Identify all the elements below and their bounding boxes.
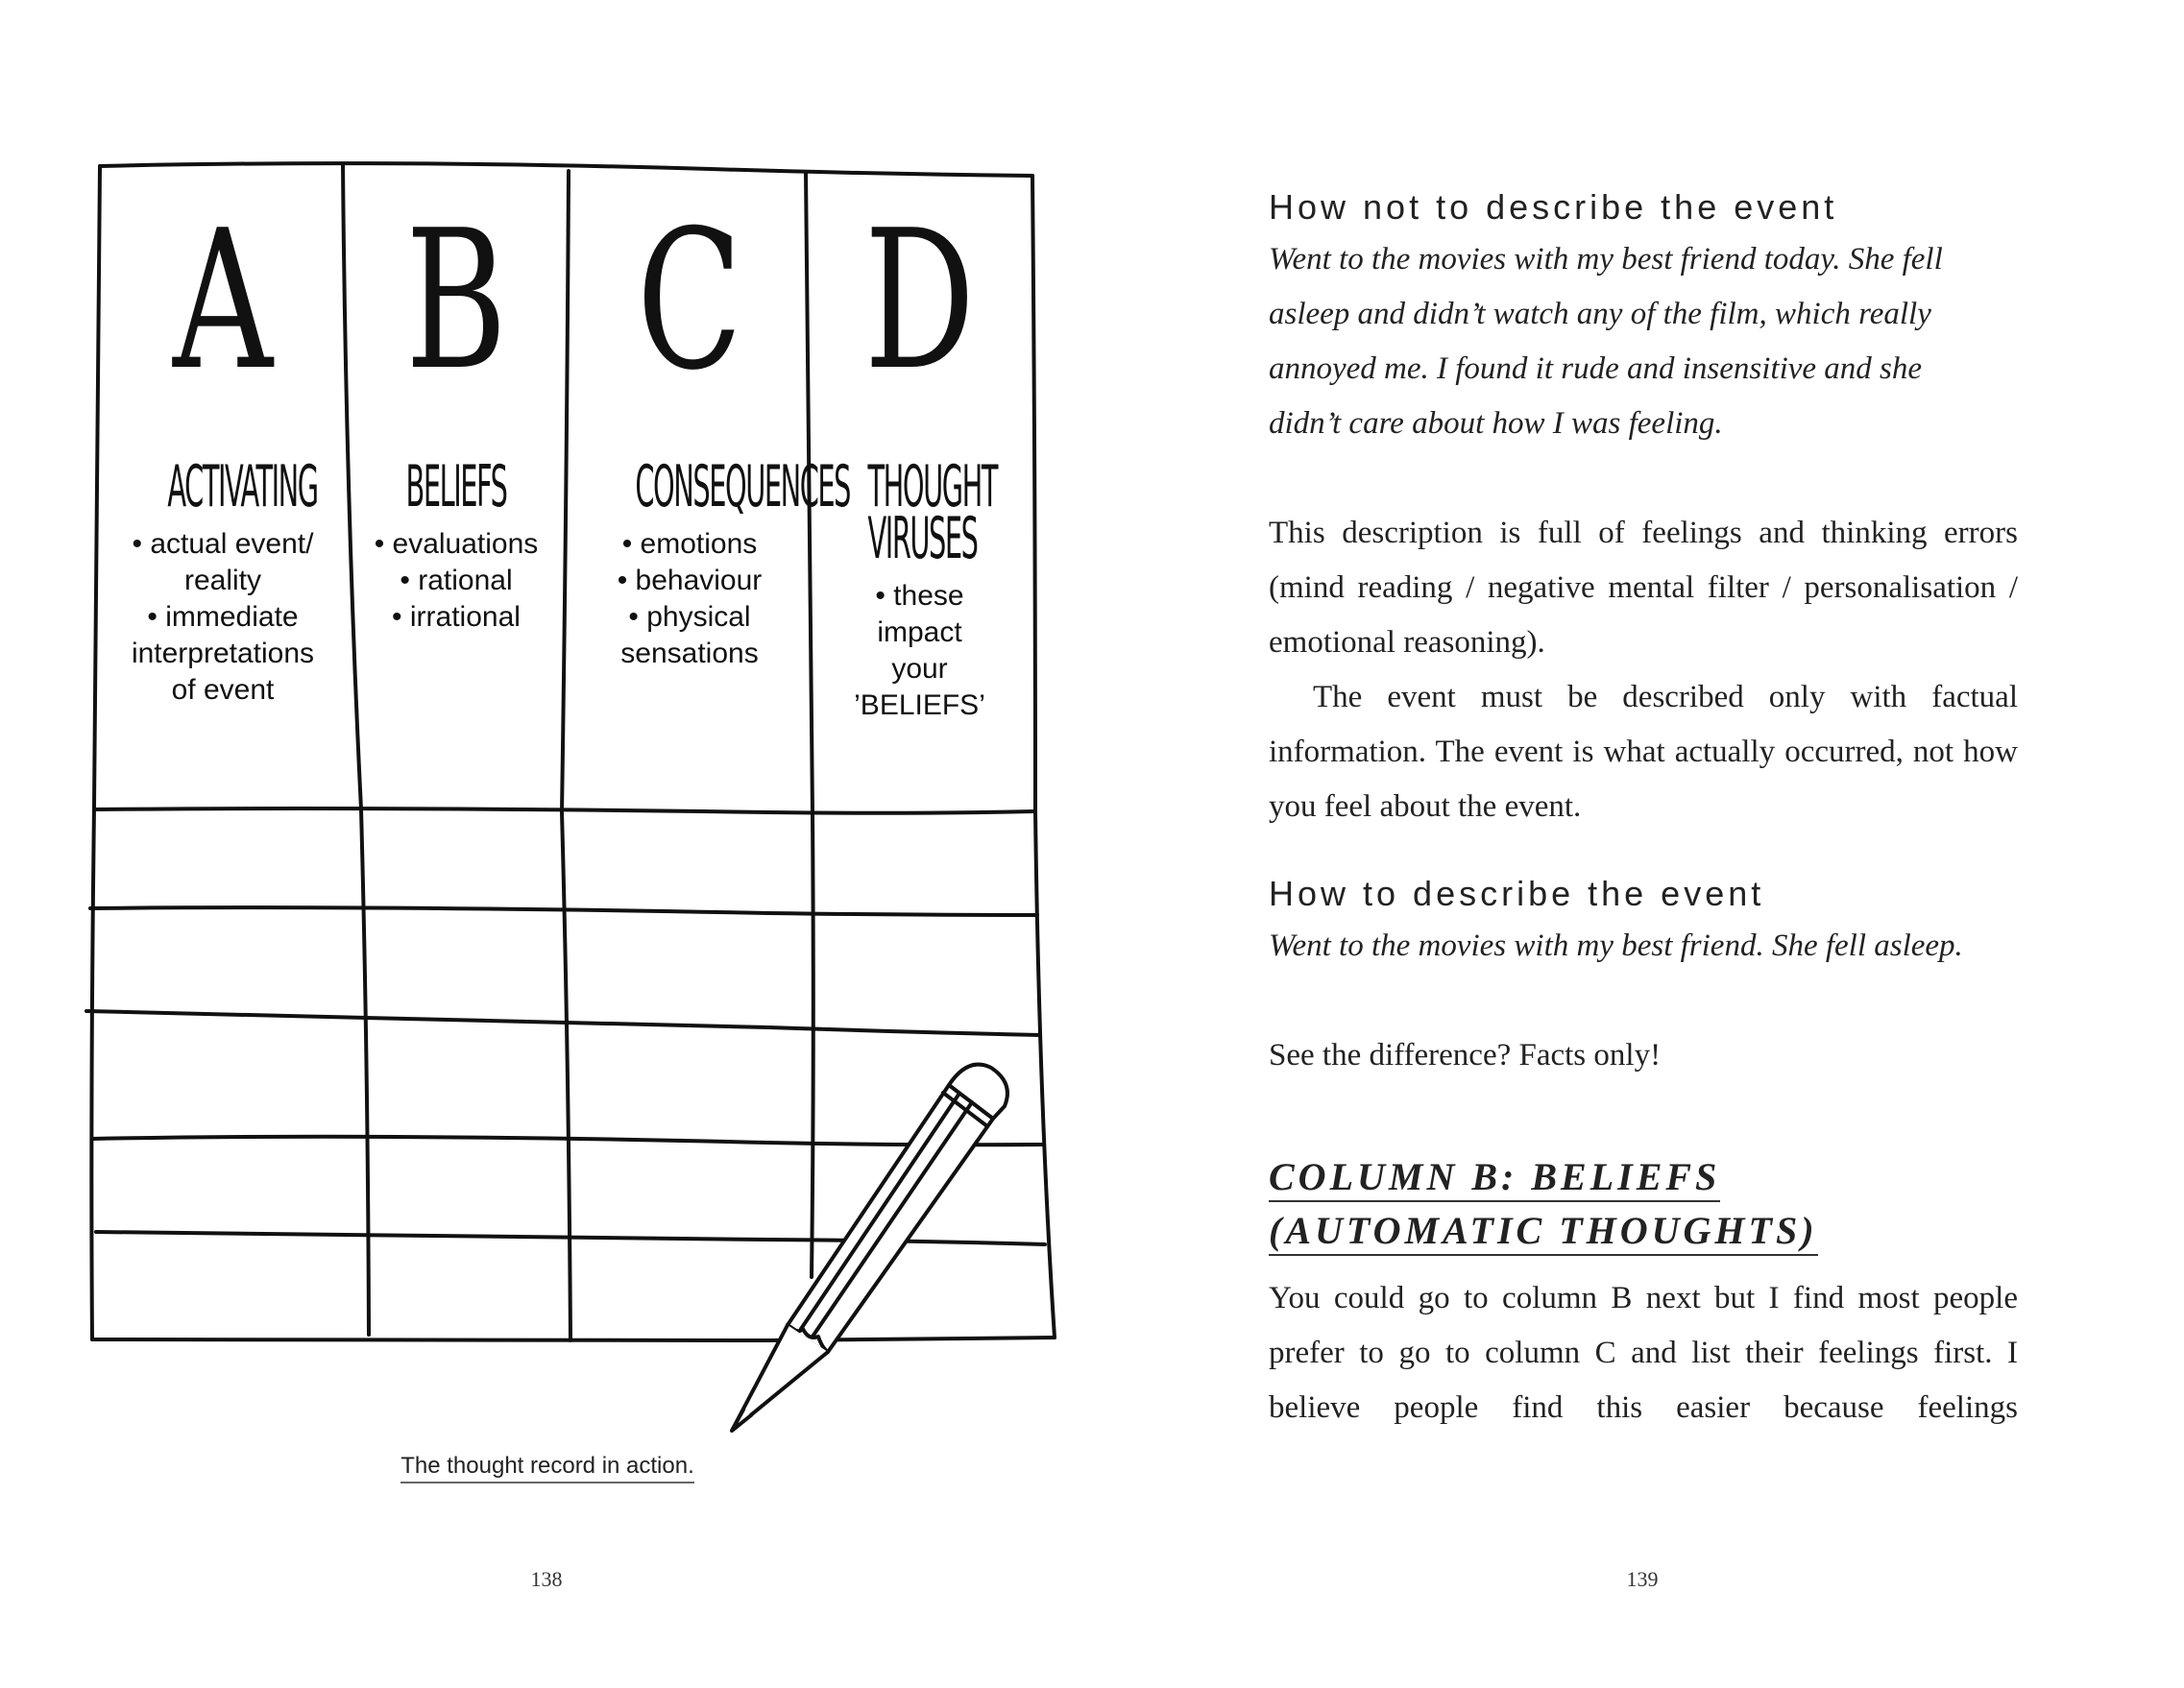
section-heading-line2: (AUTOMATIC THOUGHTS): [1269, 1209, 1818, 1256]
thought-record-illustration: [0, 0, 1092, 1536]
bullet-text: • immediate: [147, 601, 299, 633]
column-b-bullets: [351, 526, 562, 636]
column-b-letter: B: [405, 189, 507, 413]
column-c-bullets: [576, 526, 803, 672]
example-good: Went to the movies with my best friend. She fell asleep.: [1269, 928, 1963, 963]
bullet-text: • these: [875, 580, 964, 612]
bullet-text: interpretations: [131, 638, 315, 669]
column-b-content: [351, 453, 562, 636]
bullet-text: • emotions: [621, 528, 758, 560]
bullet-text: sensations: [620, 638, 759, 669]
column-c-content: [576, 453, 850, 672]
example-bad-line: asleep and didn’t watch any of the film, which really: [1269, 297, 1931, 331]
column-d-heading-line1: THOUGHT: [867, 453, 997, 520]
column-b-heading: BELIEFS: [405, 453, 507, 520]
bullet-text: impact: [877, 616, 962, 648]
column-c-heading: CONSEQUENCES: [635, 453, 850, 520]
bullet-text: • actual event/: [132, 528, 314, 560]
figure-caption: [389, 1453, 706, 1480]
column-a-content: [108, 453, 338, 709]
spacer: [1269, 834, 2018, 869]
example-bad-line: annoyed me. I found it rude and insensitive and she: [1269, 351, 1923, 386]
grid-bottom-edge: [92, 1338, 1055, 1340]
bullet-text: • irrational: [392, 601, 521, 633]
grid-left-edge: [91, 166, 100, 1339]
bullet-text: • rational: [400, 565, 513, 596]
divider-bc: [562, 171, 570, 1340]
spacer: [1269, 974, 2018, 1028]
column-a: [108, 189, 338, 413]
spacer: [1269, 451, 2018, 506]
column-b: [351, 189, 562, 413]
bullet-text: reality: [183, 565, 262, 596]
bullet-text: ’BELIEFS’: [854, 689, 985, 721]
figure-caption-text: The thought record in action.: [400, 1453, 694, 1483]
paragraph-factual-information: The event must be described only with factual information. The event is what actually occurred, not how you feel about the event.: [1269, 680, 2018, 824]
page-number-right: 139: [1626, 1567, 1659, 1591]
section-heading-2: [1269, 1204, 2018, 1258]
column-d-letter: D: [863, 189, 976, 413]
column-d-bullets: [812, 578, 1028, 724]
section-heading-line1: COLUMN B: BELIEFS: [1269, 1155, 1720, 1202]
column-a-letter: A: [173, 189, 273, 413]
column-a-heading: ACTIVATING: [167, 453, 318, 520]
pencil-icon: [732, 1065, 1007, 1431]
bullet-text: • physical: [628, 601, 751, 633]
example-bad-line: Went to the movies with my best friend today. She fell: [1269, 242, 1943, 277]
column-a-bullets: [108, 526, 338, 709]
subhead-how-not: How not to describe the event: [1269, 187, 1838, 227]
paragraph-column-b: You could go to column B next but I find most people prefer to go to column C and list their feelings first. I believe people find this easier because feelings: [1269, 1281, 2018, 1425]
row-line-3: [86, 1011, 1040, 1035]
paragraph-thinking-errors: This description is full of feelings and thinking errors (mind reading / negative mental filter / personalisation / emotional reasoning).: [1269, 516, 2018, 660]
column-c-letter: C: [636, 189, 743, 413]
paragraph-facts-only: See the difference? Facts only!: [1269, 1038, 1662, 1073]
right-page-text: [1269, 182, 2018, 1435]
column-d: [812, 189, 1028, 413]
example-bad-line: didn’t care about how I was feeling.: [1269, 406, 1723, 441]
spacer: [1269, 1258, 2018, 1271]
section-heading: [1269, 1150, 2018, 1204]
subhead-how-to: How to describe the event: [1269, 874, 1765, 913]
column-d-content: [812, 453, 1028, 724]
grid-top-edge: [100, 163, 1032, 176]
bullet-text: • behaviour: [617, 565, 763, 596]
spacer: [1269, 1083, 2018, 1150]
bullet-text: your: [891, 653, 948, 685]
bullet-text: • evaluations: [374, 528, 539, 560]
page-number-left: 138: [530, 1567, 563, 1591]
grid-right-edge: [1032, 176, 1055, 1338]
column-c: [576, 189, 803, 413]
column-d-heading-line2: VIRUSES: [867, 505, 978, 572]
row-line-1: [95, 808, 1035, 813]
bullet-text: of event: [171, 674, 275, 706]
